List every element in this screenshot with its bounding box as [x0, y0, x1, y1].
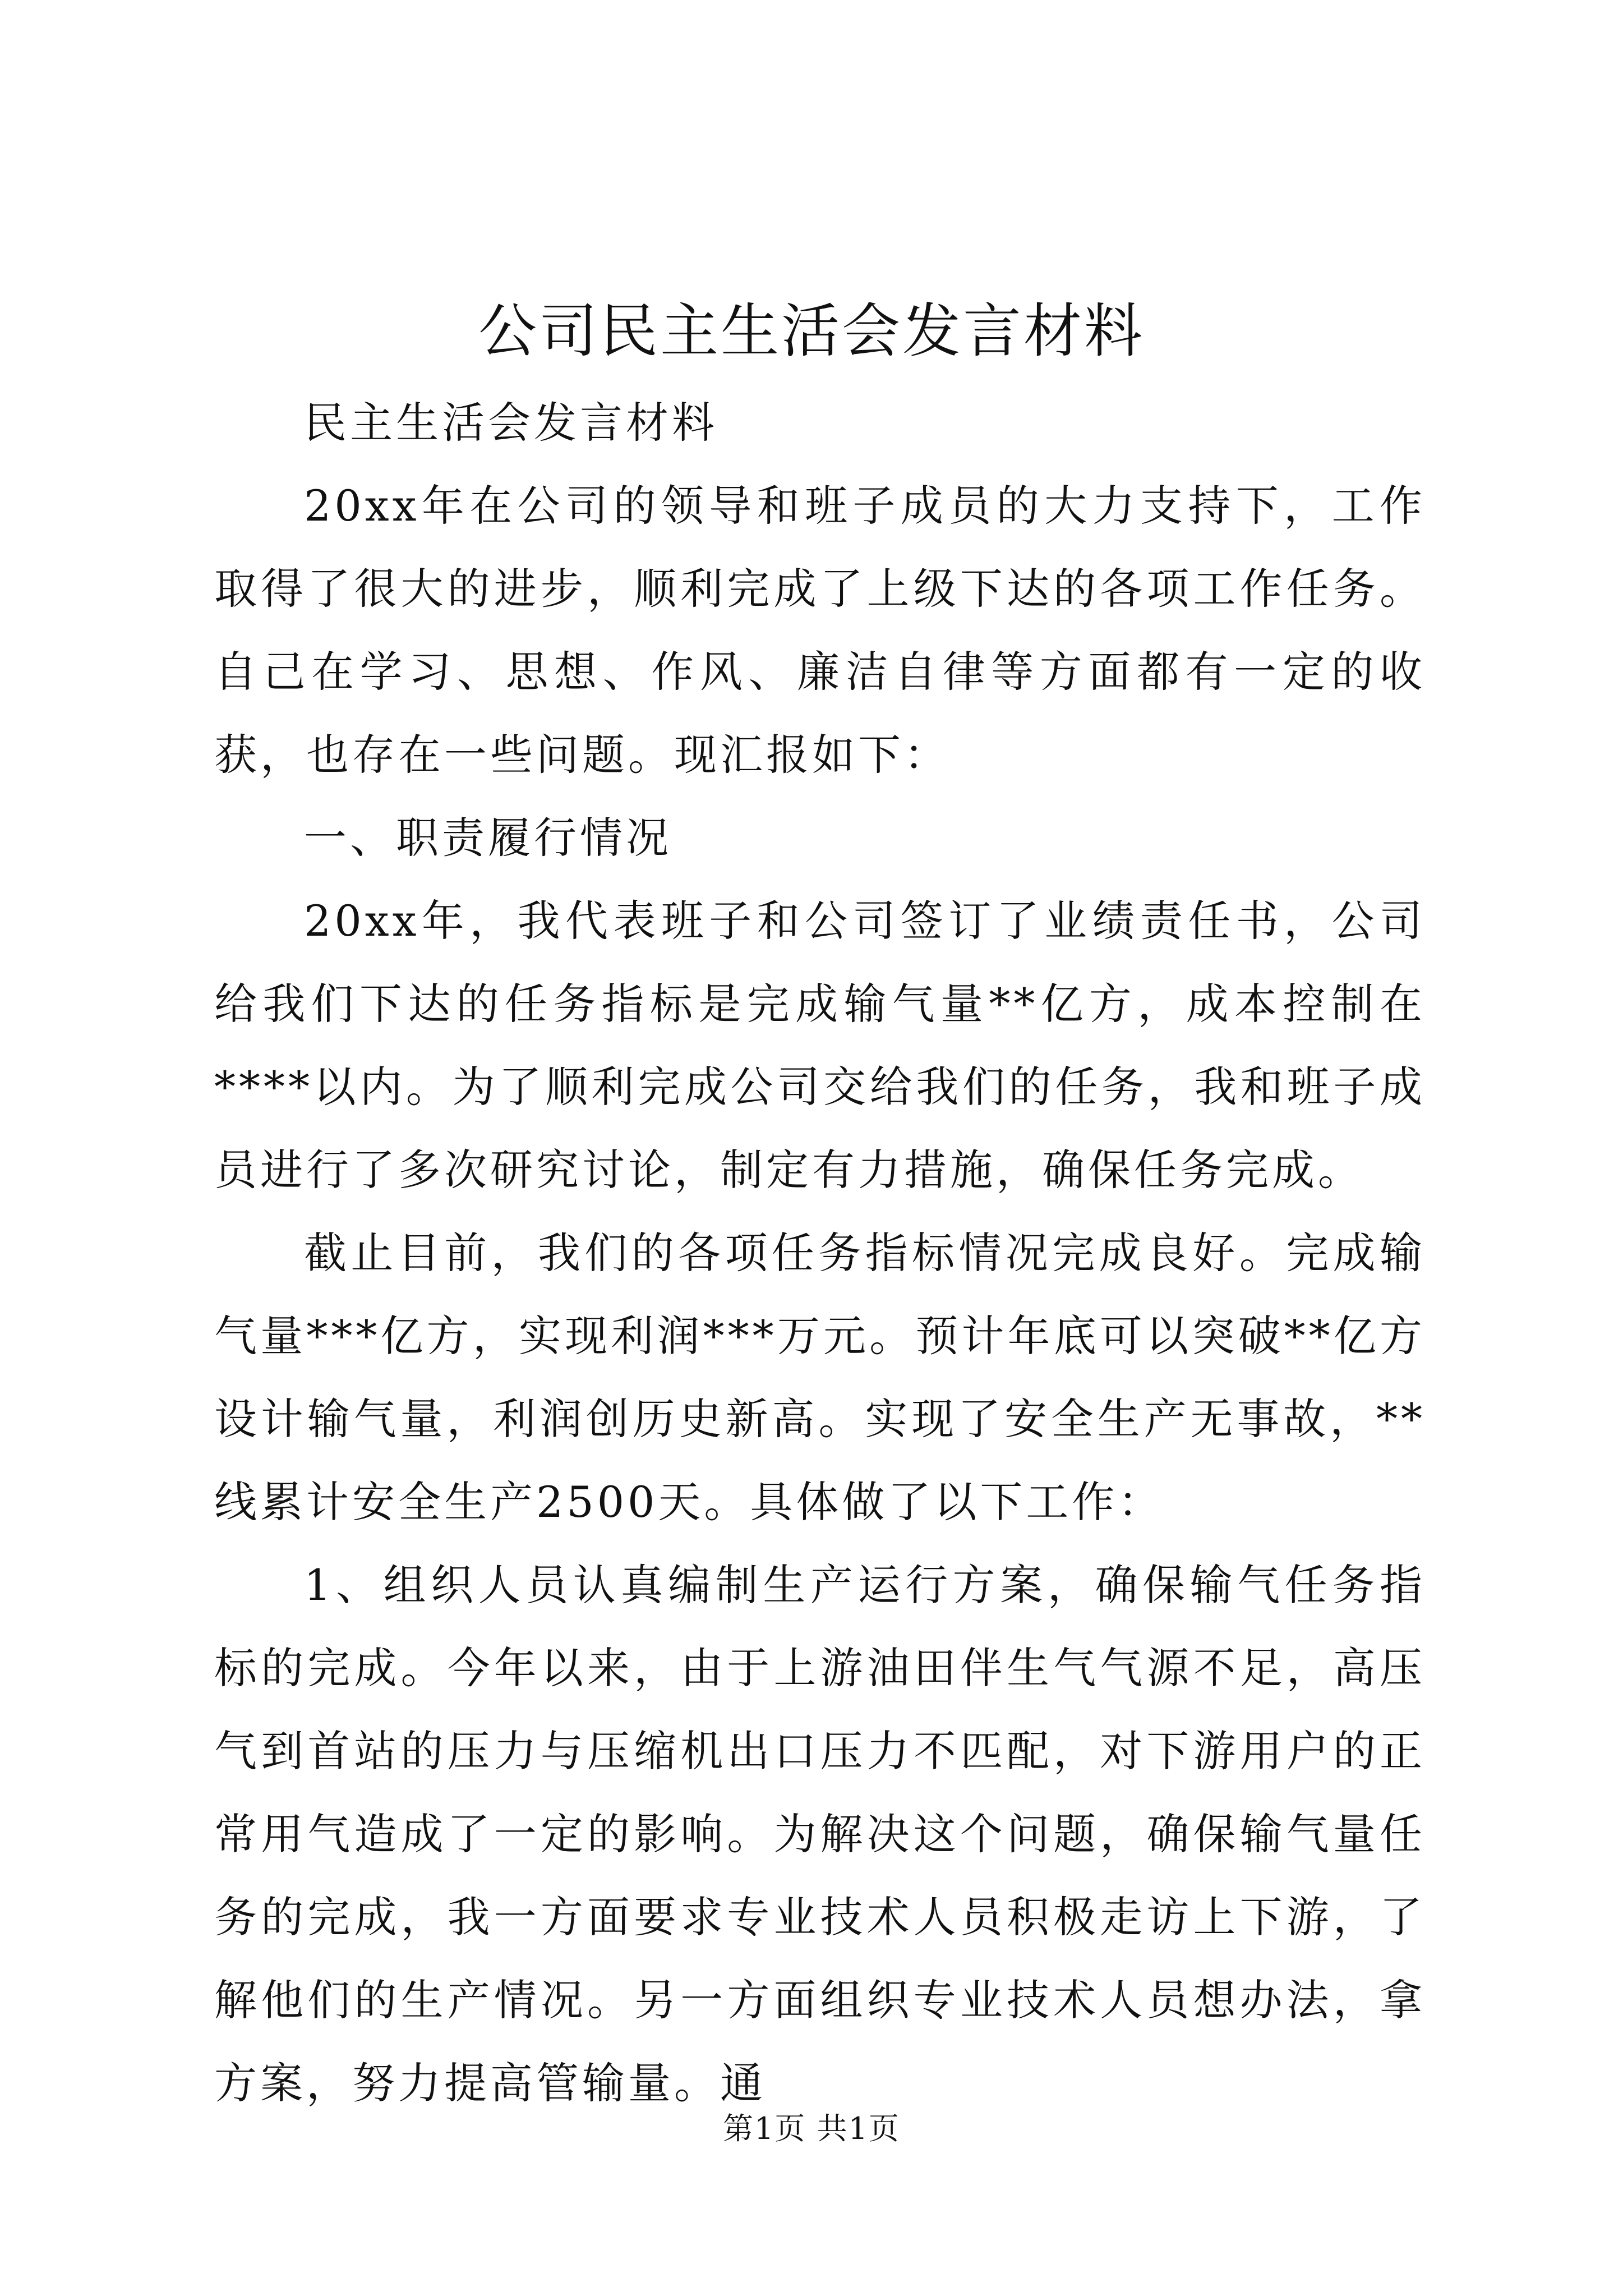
- section-heading: 一、职责履行情况: [304, 813, 672, 863]
- body-paragraph: 截止目前，我们的各项任务指标情况完成良好。完成输气量***亿方，实现利润***万元。预计年底可以突破**亿方设计输气量，利润创历史新高。实现了安全生产无事故，**线累计安全生产2500天。具体做了以下工作：: [214, 1228, 1426, 1527]
- document-body: [214, 381, 1426, 2125]
- document-title: 公司民主生活会发言材料: [478, 297, 1145, 365]
- body-paragraph: 1、组织人员认真编制生产运行方案，确保输气任务指标的完成。今年以来，由于上游油田伴生气气源不足，高压气到首站的压力与压缩机出口压力不匹配，对下游用户的正常用气造成了一定的影响。为解决这个问题，确保输气量任务的完成，我一方面要求专业技术人员积极走访上下游，了解他们的生产情况。另一方面组织专业技术人员想办法，拿方案，努力提高管输量。通: [214, 1560, 1426, 2108]
- body-paragraph: 20xx年，我代表班子和公司签订了业绩责任书，公司给我们下达的任务指标是完成输气量**亿方，成本控制在****以内。为了顺利完成公司交给我们的任务，我和班子成员进行了多次研究讨论，制定有力措施，确保任务完成。: [214, 896, 1426, 1195]
- intro-paragraph: 20xx年在公司的领导和班子成员的大力支持下，工作取得了很大的进步，顺利完成了上级下达的各项工作任务。自己在学习、思想、作风、廉洁自律等方面都有一定的收获，也存在一些问题。现汇报如下：: [214, 481, 1426, 780]
- subtitle-paragraph: 民主生活会发言材料: [304, 398, 718, 448]
- page-number: 第1页 共1页: [723, 2111, 900, 2146]
